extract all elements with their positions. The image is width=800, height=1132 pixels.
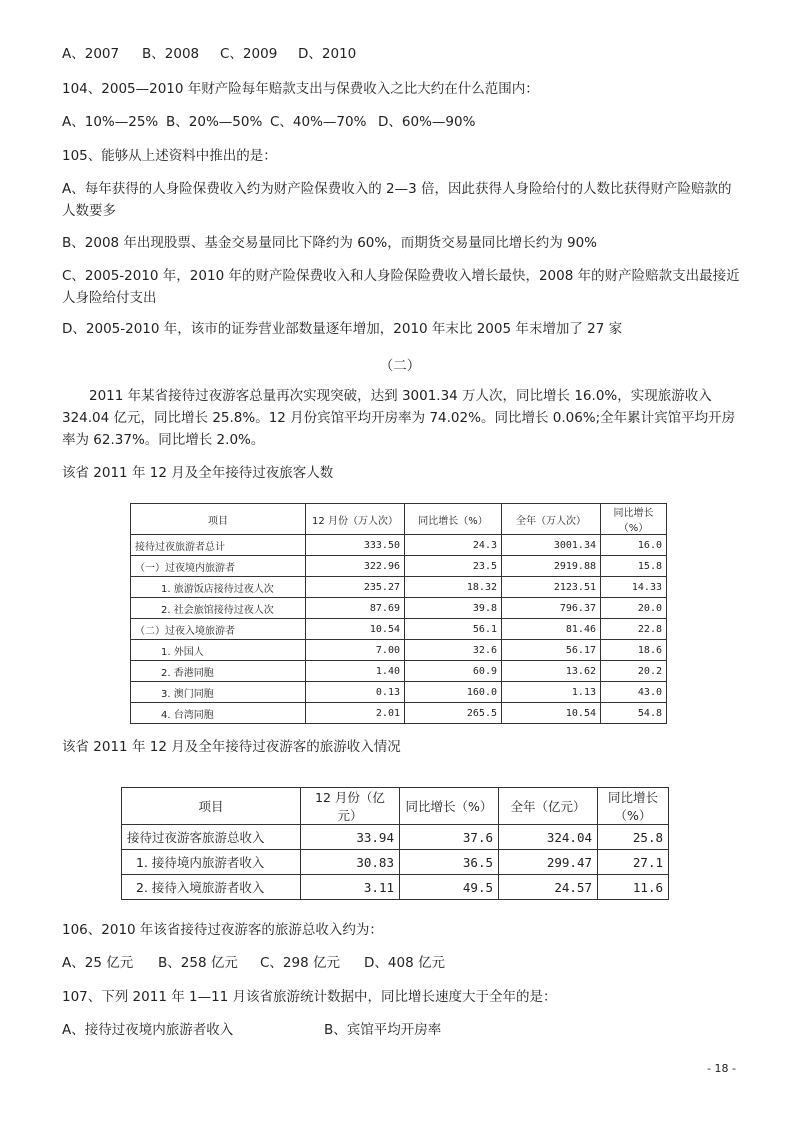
table-header: 12 月份（万人次） (306, 504, 405, 535)
q106-option-c: C、298 亿元 (260, 955, 340, 971)
q104-option-c: C、40%—70% (270, 114, 367, 130)
table-row (131, 703, 667, 724)
row-label: 4. 台湾同胞 (131, 703, 306, 724)
q105-option-b: B、2008 年出现股票、基金交易量同比下降约为 60%，而期货交易量同比增长约为 90% (62, 235, 598, 251)
cell-value: 24.3 (405, 535, 502, 556)
table-row (131, 661, 667, 682)
q104-options (62, 112, 475, 132)
table-row (131, 577, 667, 598)
cell-value: 25.8 (598, 825, 669, 850)
cell-value: 81.46 (502, 619, 601, 640)
q105-option-a: A、每年获得的人身险保费收入约为财产险保费收入的 2—3 倍，因此获得人身险给付的人数比获得财产险赔款的人数要多 (62, 181, 732, 219)
cell-value: 18.32 (405, 577, 502, 598)
table-row (131, 556, 667, 577)
table-row (131, 640, 667, 661)
q105-option-d: D、2005-2010 年，该市的证券营业部数量逐年增加，2010 年末比 2005 年末增加了 27 家 (62, 321, 623, 337)
row-label: 接待过夜游客旅游总收入 (122, 825, 301, 850)
table-header-row (131, 504, 667, 535)
cell-value: 265.5 (405, 703, 502, 724)
cell-value: 49.5 (400, 875, 499, 900)
q104-option-a: A、10%—25% (62, 114, 159, 130)
table-header: 12 月份（亿元） (301, 788, 400, 825)
row-label: 1. 外国人 (131, 640, 306, 661)
section-title: （二） (379, 358, 421, 374)
intro-paragraph: 2011 年某省接待过夜游客总量再次实现突破，达到 3001.34 万人次，同比增长 16.0%，实现旅游收入 324.04 亿元，同比增长 25.8%。12 月份宾馆平均开房率为 74.02%。同比增长 0.06%;全年累计宾馆平均开房率为 62.37%。同比增长 2.0%。 (62, 388, 736, 448)
row-label: 2. 香港同胞 (131, 661, 306, 682)
cell-value: 30.83 (301, 850, 400, 875)
cell-value: 333.50 (306, 535, 405, 556)
cell-value: 13.62 (502, 661, 601, 682)
table-row (122, 875, 669, 900)
table-header: 项目 (122, 788, 301, 825)
row-label: 3. 澳门同胞 (131, 682, 306, 703)
cell-value: 37.6 (400, 825, 499, 850)
row-label: 1. 旅游饭店接待过夜人次 (131, 577, 306, 598)
cell-value: 87.69 (306, 598, 405, 619)
table-header-row (122, 788, 669, 825)
cell-value: 235.27 (306, 577, 405, 598)
q107-question: 107、下列 2011 年 1—11 月该省旅游统计数据中，同比增长速度大于全年的是： (62, 989, 557, 1005)
q104-question: 104、2005—2010 年财产险每年赔款支出与保费收入之比大约在什么范围内： (62, 81, 539, 97)
row-label: （二）过夜入境旅游者 (131, 619, 306, 640)
visitors-table (130, 503, 667, 724)
table-header: 全年（万人次） (502, 504, 601, 535)
q104-option-b: B、20%—50% (166, 114, 263, 130)
q107-option-b: B、宾馆平均开房率 (324, 1022, 442, 1038)
cell-value: 32.6 (405, 640, 502, 661)
cell-value: 0.13 (306, 682, 405, 703)
cell-value: 56.17 (502, 640, 601, 661)
page-number: - 18 - (707, 1062, 736, 1075)
table1-caption: 该省 2011 年 12 月及全年接待过夜旅客人数 (62, 465, 334, 481)
cell-value: 27.1 (598, 850, 669, 875)
cell-value: 36.5 (400, 850, 499, 875)
cell-value: 322.96 (306, 556, 405, 577)
q106-option-a: A、25 亿元 (62, 955, 134, 971)
cell-value: 16.0 (601, 535, 667, 556)
table-header: 同比增长（%） (601, 504, 667, 535)
q105-question: 105、能够从上述资料中推出的是： (62, 148, 277, 164)
cell-value: 1.40 (306, 661, 405, 682)
cell-value: 324.04 (499, 825, 598, 850)
cell-value: 56.1 (405, 619, 502, 640)
cell-value: 20.0 (601, 598, 667, 619)
cell-value: 24.57 (499, 875, 598, 900)
cell-value: 1.13 (502, 682, 601, 703)
table-row (131, 535, 667, 556)
q103-options (62, 44, 356, 64)
table-row (131, 682, 667, 703)
row-label: 接待过夜旅游者总计 (131, 535, 306, 556)
cell-value: 796.37 (502, 598, 601, 619)
cell-value: 10.54 (502, 703, 601, 724)
q104-option-d: D、60%—90% (378, 114, 476, 130)
table-header: 同比增长（%） (598, 788, 669, 825)
cell-value: 299.47 (499, 850, 598, 875)
cell-value: 22.8 (601, 619, 667, 640)
cell-value: 2123.51 (502, 577, 601, 598)
cell-value: 7.00 (306, 640, 405, 661)
table2-caption: 该省 2011 年 12 月及全年接待过夜游客的旅游收入情况 (62, 739, 401, 755)
q103-option-c: C、2009 (220, 46, 278, 62)
cell-value: 14.33 (601, 577, 667, 598)
table-header: 全年（亿元） (499, 788, 598, 825)
q103-option-a: A、2007 (62, 46, 120, 62)
q103-option-b: B、2008 (142, 46, 200, 62)
row-label: 2. 社会旅馆接待过夜人次 (131, 598, 306, 619)
table-header: 同比增长（%） (400, 788, 499, 825)
cell-value: 39.8 (405, 598, 502, 619)
row-label: （一）过夜境内旅游者 (131, 556, 306, 577)
cell-value: 3001.34 (502, 535, 601, 556)
q106-option-d: D、408 亿元 (364, 955, 445, 971)
cell-value: 20.2 (601, 661, 667, 682)
table-header: 同比增长（%） (405, 504, 502, 535)
table-row (131, 619, 667, 640)
table-row (122, 825, 669, 850)
cell-value: 43.0 (601, 682, 667, 703)
q106-option-b: B、258 亿元 (158, 955, 238, 971)
q106-question: 106、2010 年该省接待过夜游客的旅游总收入约为： (62, 922, 383, 938)
q107-options (62, 1020, 441, 1040)
cell-value: 15.8 (601, 556, 667, 577)
row-label: 2. 接待入境旅游者收入 (122, 875, 301, 900)
cell-value: 54.8 (601, 703, 667, 724)
q103-option-d: D、2010 (298, 46, 357, 62)
q107-option-a: A、接待过夜境内旅游者收入 (62, 1022, 234, 1038)
cell-value: 2919.88 (502, 556, 601, 577)
table-row (122, 850, 669, 875)
row-label: 1. 接待境内旅游者收入 (122, 850, 301, 875)
cell-value: 3.11 (301, 875, 400, 900)
table-row (131, 598, 667, 619)
cell-value: 2.01 (306, 703, 405, 724)
table-header: 项目 (131, 504, 306, 535)
cell-value: 23.5 (405, 556, 502, 577)
cell-value: 160.0 (405, 682, 502, 703)
income-table (121, 787, 669, 900)
q106-options (62, 953, 445, 973)
cell-value: 60.9 (405, 661, 502, 682)
cell-value: 10.54 (306, 619, 405, 640)
q105-option-c: C、2005-2010 年，2010 年的财产险保费收入和人身险保险费收入增长最快，2008 年的财产险赔款支出最接近人身险给付支出 (62, 268, 740, 306)
cell-value: 33.94 (301, 825, 400, 850)
cell-value: 18.6 (601, 640, 667, 661)
cell-value: 11.6 (598, 875, 669, 900)
